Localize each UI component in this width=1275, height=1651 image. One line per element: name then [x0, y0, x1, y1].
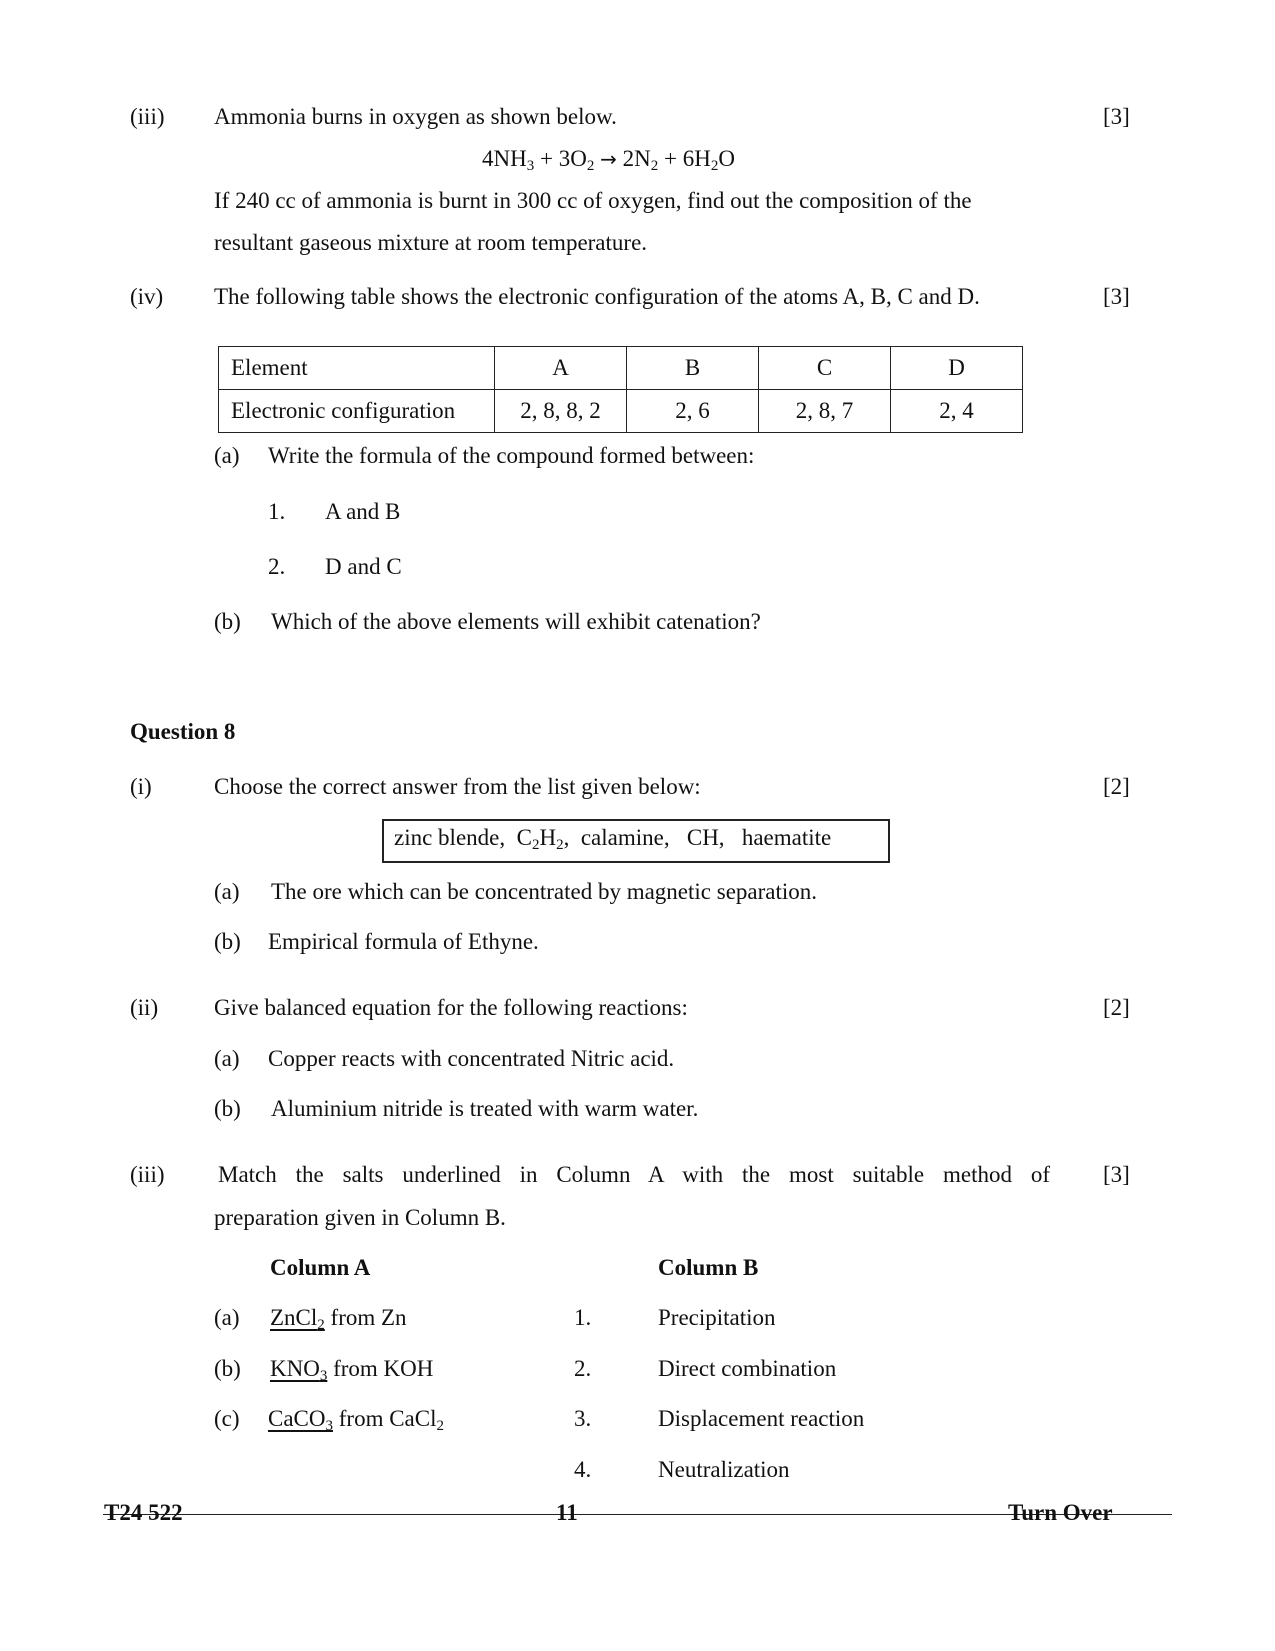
q8-ii-number: (ii) [130, 995, 159, 1020]
q8-ii-a-text: Copper reacts with concentrated Nitric acid. [268, 1046, 675, 1071]
column-b-item: Precipitation [658, 1305, 776, 1330]
q7-iv-number: (iv) [130, 284, 164, 309]
q8-iii-number: (iii) [130, 1162, 165, 1187]
q8-i-number: (i) [130, 774, 152, 799]
column-a-label: (a) [214, 1305, 240, 1330]
table-cell: 2, 4 [891, 390, 1023, 433]
q8-ii-b-label: (b) [214, 1096, 241, 1121]
list-item: A and B [325, 499, 401, 524]
q7-iii-line2: resultant gaseous mixture at room temperature. [214, 230, 648, 255]
page-number: 11 [556, 1500, 578, 1525]
table-cell: B [627, 347, 759, 390]
q8-i-b-label: (b) [214, 929, 241, 954]
q7-iv-a-label: (a) [214, 443, 240, 468]
table-cell: 2, 8, 8, 2 [495, 390, 627, 433]
q7-iii-text: Ammonia burns in oxygen as shown below. [214, 104, 617, 129]
table-cell: 2, 8, 7 [759, 390, 891, 433]
q8-ii-a-label: (a) [214, 1046, 240, 1071]
q8-ii-marks: [2] [1103, 995, 1130, 1020]
table-row [219, 390, 1023, 433]
column-a-label: (c) [214, 1406, 240, 1431]
q8-ii-text: Give balanced equation for the following reactions: [214, 995, 688, 1020]
table-cell: A [495, 347, 627, 390]
q7-iii-number: (iii) [130, 104, 165, 129]
table-cell: 2, 6 [627, 390, 759, 433]
column-b-number: 3. [574, 1406, 592, 1431]
q7-iv-text: The following table shows the electronic configuration of the atoms A, B, C and D. [214, 284, 980, 309]
paper-code: T24 522 [104, 1500, 183, 1525]
ammonia-equation: $4NH_3 + 3O_2 \to 2N_2 + 6H_2O$ [482, 146, 735, 174]
q8-i-text: Choose the correct answer from the list given below: [214, 774, 701, 799]
column-a-item: $KNO_3$ from KOH [270, 1356, 434, 1384]
column-a-item: CaCO$_3$ from CaCl$_2$ [268, 1406, 444, 1434]
list-item: D and C [325, 554, 402, 579]
q7-iv-b-label: (b) [214, 609, 241, 634]
list-item-number: 2. [268, 554, 286, 579]
column-b-item: Neutralization [658, 1457, 790, 1482]
q7-iv-b-text: Which of the above elements will exhibit catenation? [271, 609, 761, 634]
q7-iii-line1: If 240 cc of ammonia is burnt in 300 cc of oxygen, find out the composition of the [214, 188, 972, 213]
column-b-number: 2. [574, 1356, 592, 1381]
q8-i-a-label: (a) [214, 879, 240, 904]
column-a-heading: Column A [270, 1255, 371, 1280]
column-b-number: 4. [574, 1457, 592, 1482]
turn-over-label: Turn Over [1008, 1500, 1113, 1525]
table-cell: Electronic configuration [219, 390, 495, 433]
q8-iii-line1: Match the salts underlined in Column A with the most suitable method of [218, 1162, 1050, 1187]
column-a-label: (b) [214, 1356, 241, 1381]
q8-i-b-text: Empirical formula of Ethyne. [268, 929, 539, 954]
q7-iv-a-text: Write the formula of the compound formed between: [268, 443, 755, 468]
q8-i-a-text: The ore which can be concentrated by magnetic separation. [271, 879, 818, 904]
table-cell: D [891, 347, 1023, 390]
column-b-item: Direct combination [658, 1356, 837, 1381]
table-cell: C [759, 347, 891, 390]
column-b-item: Displacement reaction [658, 1406, 865, 1431]
q8-i-marks: [2] [1103, 774, 1130, 799]
electronic-config-table [218, 346, 1023, 433]
table-cell: Element [219, 347, 495, 390]
column-b-heading: Column B [658, 1255, 759, 1280]
reaction-arrow-icon: → [600, 147, 617, 171]
options-list: zinc blende, $C_2H_2$, calamine, CH, haematite [394, 825, 832, 853]
q7-iv-marks: [3] [1103, 284, 1130, 309]
q8-iii-line2: preparation given in Column B. [214, 1205, 506, 1230]
list-item-number: 1. [268, 499, 286, 524]
column-b-number: 1. [574, 1305, 592, 1330]
q8-ii-b-text: Aluminium nitride is treated with warm water. [271, 1096, 699, 1121]
q7-iii-marks: [3] [1103, 104, 1130, 129]
q8-iii-marks: [3] [1103, 1162, 1130, 1187]
table-header-row [219, 347, 1023, 390]
column-a-item: ZnCl$_2$ from Zn [270, 1305, 407, 1333]
question-8-heading: Question 8 [130, 719, 236, 744]
